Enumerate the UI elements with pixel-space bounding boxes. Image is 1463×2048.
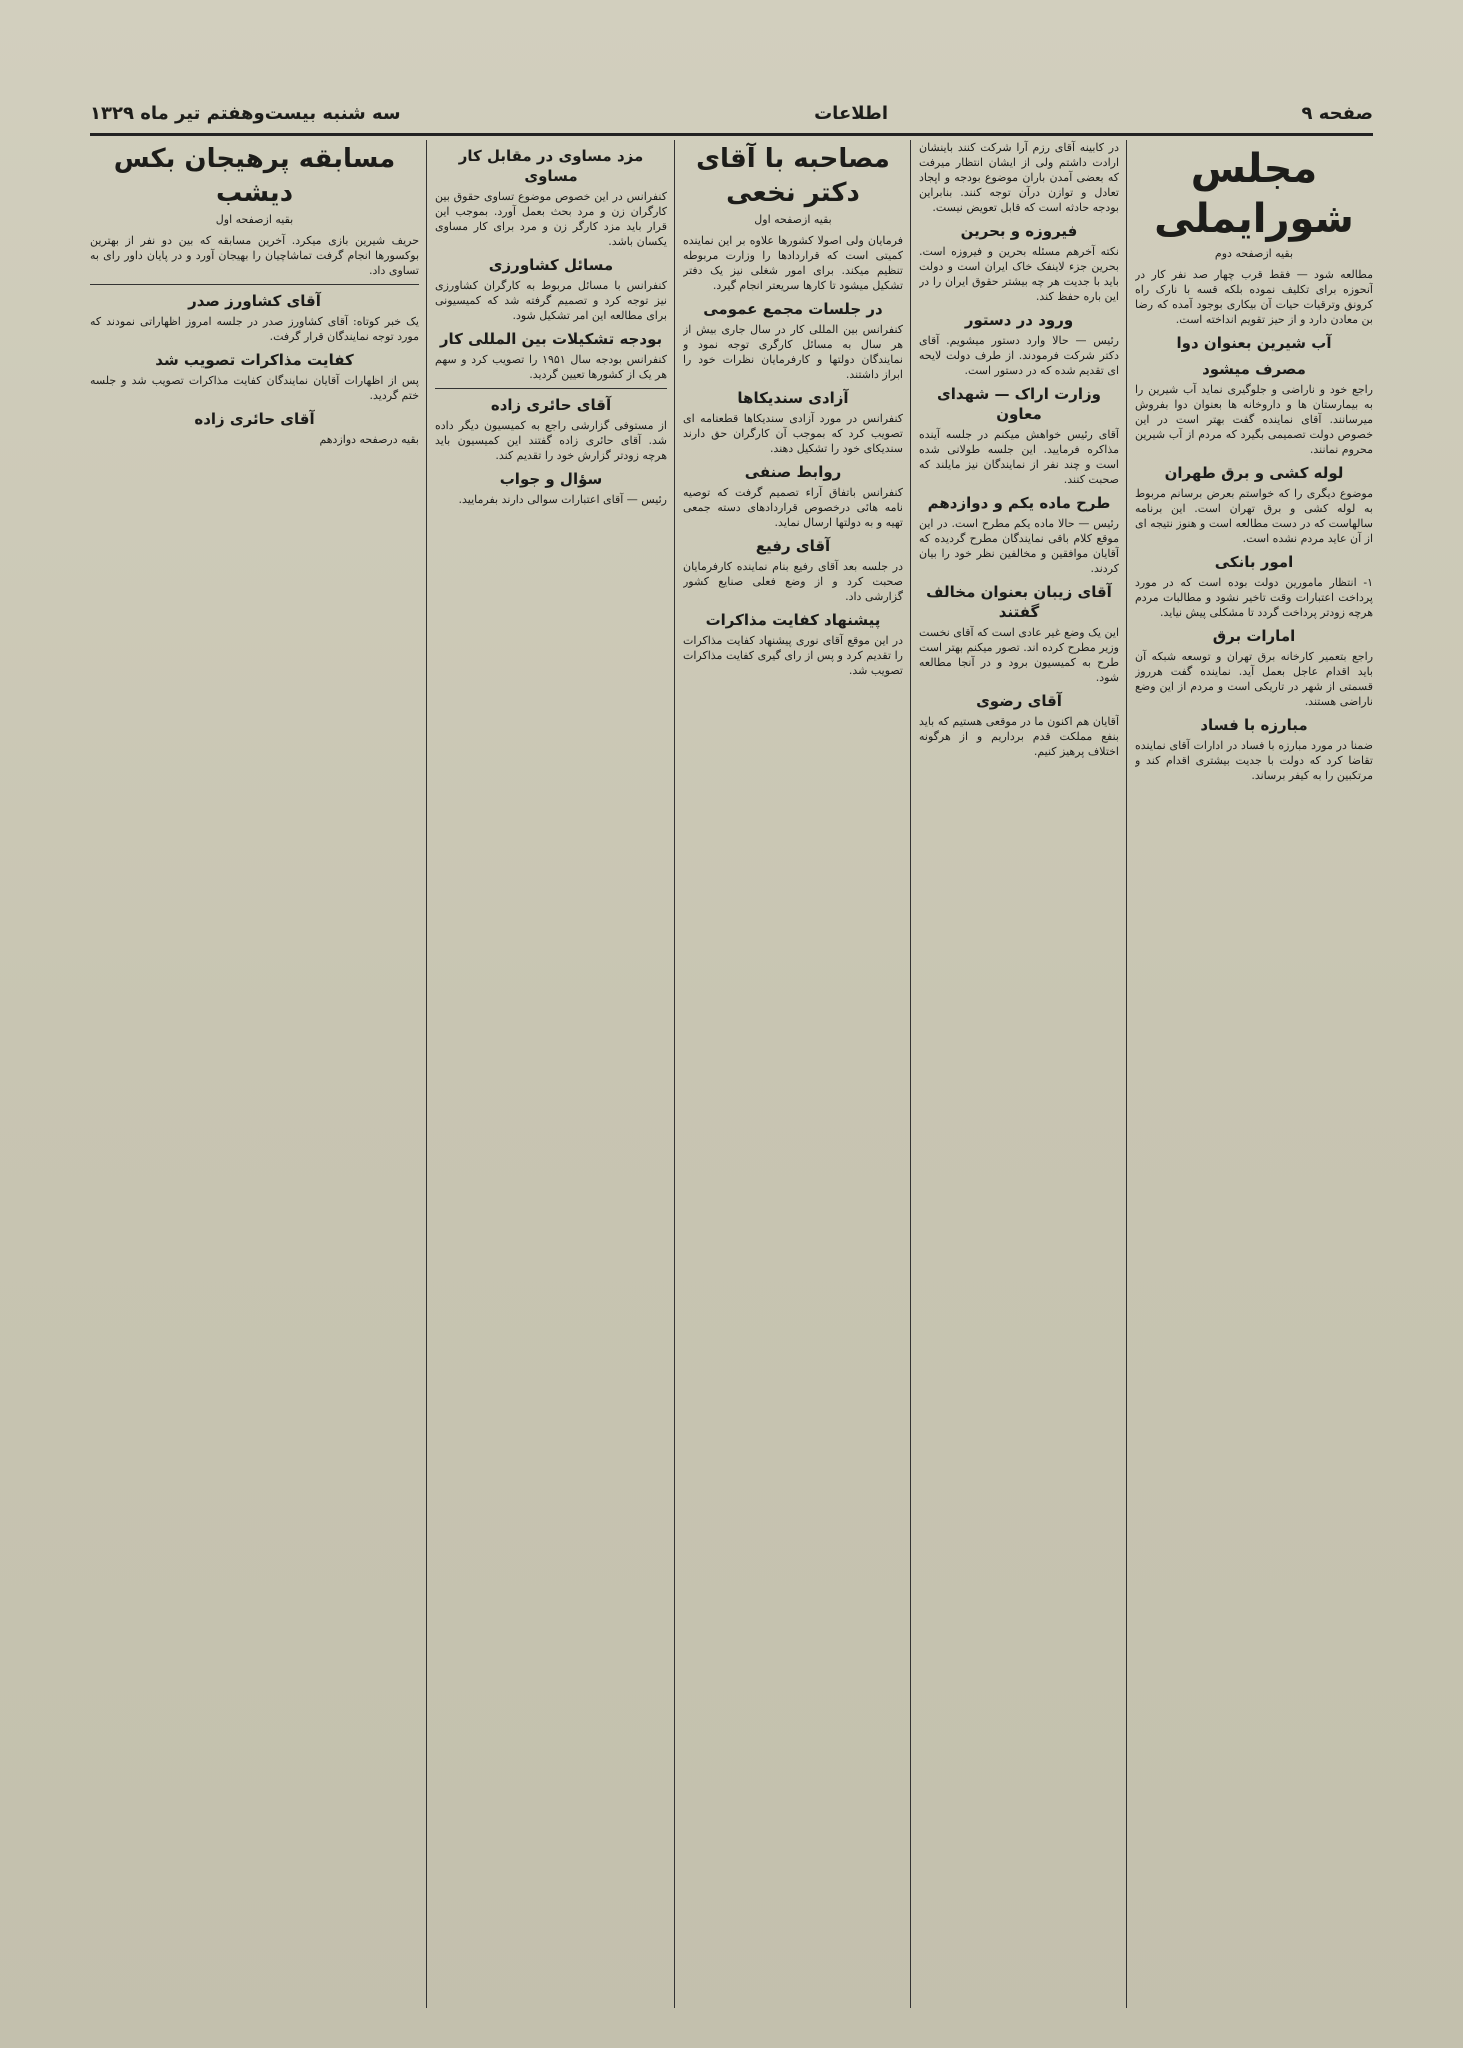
article-paragraph: فرمایان ولی اصولا کشورها علاوه بر این نماینده کمیتی است که قراردادها را وزارت مربوطه تنظیم میکند. برای امور شغلی نیز یک دفتر تشکیل میشود تا کارها سریعتر انجام گیرد. (683, 234, 903, 292)
date-line: سه شنبه بیست‌وهفتم تیر ماه ۱۳۲۹ (90, 102, 401, 124)
columns (90, 140, 1373, 2008)
column-majlis-cont (919, 140, 1119, 2008)
article-paragraph: در این موقع آقای نوری پیشنهاد کفایت مذاکرات را تقدیم کرد و پس از رای گیری کفایت مذاکرات تصویب شد. (683, 634, 903, 677)
subhead-corruption: مبارزه با فساد (1200, 716, 1308, 734)
article-paragraph: ۱- انتظار مامورین دولت بوده است که در مورد پرداخت اعتبارات وقت تاخیر نشود و مطالبات مردم هرچه زودتر پرداخت گردد تا مشکلی پیش نیاید. (1135, 576, 1373, 619)
subhead-haerizadeh-2: آقای حائری زاده (194, 410, 315, 428)
paper-name: اطلاعات (814, 102, 889, 124)
subhead-water-2: مصرف میشود (1202, 360, 1306, 378)
article-paragraph: مطالعه شود — فقط قرب چهار صد نفر کار در آنحوزه برای تکلیف نموده بلکه قسه با نارک راه کرونق وترقیات حیات آن بیکاری بوجود آمده که رضا بن معادن دارد و از حیز تقویم انداخته است. (1135, 268, 1373, 326)
section-rule (435, 388, 667, 389)
column-interview (683, 140, 903, 2008)
column-boxing (90, 140, 419, 2008)
continued-note: بقیه درصفحه دوازدهم (319, 433, 419, 446)
article-paragraph: از مستوفی گزارشی راجع به کمیسیون دیگر داده شد. آقای حائری زاده گفتند این کمیسیون باید هرچه زودتر گزارش خود را تقدیم کند. (435, 419, 667, 462)
subhead-relations: روابط صنفی (744, 463, 842, 481)
subhead-qa: سؤال و جواب (499, 470, 603, 488)
subhead-sufficiency: پیشنهاد کفایت مذاکرات (705, 611, 881, 629)
column-rule (674, 140, 675, 2008)
article-paragraph: پس از اظهارات آقایان نمایندگان کفایت مذاکرات تصویب شد و جلسه ختم گردید. (90, 374, 419, 402)
article-paragraph: یک خبر کوتاه: آقای کشاورز صدر در جلسه امروز اظهاراتی نمودند که مورد توجه نمایندگان قرار گرفت. (90, 315, 419, 343)
headline-majlis: مجلس شورایملی (1154, 146, 1354, 242)
subhead-opposition: آقای زیبان بعنوان مخالف گفتند (926, 583, 1112, 621)
column-rule (910, 140, 911, 2008)
article-paragraph: راجع بتعمیر کارخانه برق تهران و توسعه شبکه آن باید اقدام عاجل بعمل آید. نماینده گفت هرروز قسمتی از شهر در تاریکی است و مردم از این وضع ناراضی هستند. (1135, 650, 1373, 708)
subhead-rafie: آقای رفیع (755, 537, 831, 555)
subhead-budget: بودجه تشکیلات بین المللی کار (439, 330, 663, 348)
section-rule (90, 284, 419, 285)
subhead-unions: آزادی سندیکاها (737, 389, 849, 407)
subhead-razavi: آقای رضوی (976, 692, 1062, 710)
subhead-power: امارات برق (1212, 627, 1296, 645)
subhead-article: طرح ماده یکم و دوازدهم (927, 494, 1111, 512)
headline-boxing: مسابقه پرهیجان بکس دیشب (113, 144, 396, 208)
column-rule (1126, 140, 1127, 2008)
subhead-haerizadeh: آقای حائری زاده (490, 396, 612, 414)
article-paragraph: در کابینه آقای رزم آرا شرکت کنند باینشان ارادت داشتم ولی از ایشان انتظار میرفت که بعضی آمدن باران موضوع بودجه و اپجاد تعادل و توازن درآن توجه کنند. بنابراین بودجه حادثه است که قابل تعویض نیست. (919, 141, 1119, 214)
column-rule (426, 140, 427, 2008)
masthead (90, 96, 1373, 130)
article-paragraph: نکته آخرهم مسئله بحرین و فیروزه است. بحرین جزء لاینفک خاک ایران است و دولت باید با جدیت هر چه بیشتر حقوق ایران را در این باره حفظ کند. (919, 245, 1119, 303)
article-paragraph: آقایان هم اکنون ما در موقعی هستیم که باید بنفع مملکت قدم برداریم و از هرگونه اختلاف پرهیز کنیم. (919, 715, 1119, 758)
article-paragraph: حریف شیرین بازی میکرد. آخرین مسابقه که بین دو نفر از بهترین بوکسورها انجام گرفت تماشاچیان را بهیجان آورد و در پایان داور رای به تساوی داد. (90, 234, 419, 277)
article-paragraph: کنفرانس بودجه سال ۱۹۵۱ را تصویب کرد و سهم هر یک از کشورها تعیین گردید. (435, 353, 667, 381)
column-majlis (1135, 140, 1373, 2008)
subhead-equal-pay: مزد مساوی در مقابل کار مساوی (458, 147, 644, 185)
subhead-keshavarz: آقای کشاورز صدر (188, 292, 321, 310)
continued-note: بقیه ازصفحه دوم (1214, 247, 1294, 260)
subhead-water: آب شیرین بعنوان دوا (1176, 334, 1332, 352)
continued-note: بقیه ازصفحه اول (215, 213, 294, 226)
article-paragraph: این یک وضع غیر عادی است که آقای نخست وزیر مطرح کرده اند. تصور میکنم بهتر است طرح به کمیسیون برود و در آنجا مطالعه شود. (919, 626, 1119, 684)
page-number: صفحه ۹ (1301, 102, 1373, 124)
article-paragraph: کنفرانس با مسائل مربوط به کارگران کشاورزی نیز توجه کرد و تصمیم گرفته شد که کمیسیونی برای مطالعه این امر تشکیل شود. (435, 279, 667, 322)
article-paragraph: کنفرانس در مورد آزادی سندیکاها قطعنامه ای تصویب کرد که بموجب آن کارگران حق دارند سندیکای خود را تشکیل دهند. (683, 412, 903, 455)
article-paragraph: ضمنا در مورد مبارزه با فساد در ادارات آقای نماینده تقاضا کرد که دولت با جدیت بیشتری اقدام کند و مرتکبین را به کیفر برساند. (1135, 739, 1373, 782)
subhead-agenda: ورود در دستور (964, 311, 1074, 329)
article-paragraph: رئیس — حالا وارد دستور میشویم. آقای دکتر شرکت فرمودند. از طرف دولت لایحه ای تقدیم شده که در دستور است. (919, 334, 1119, 377)
article-paragraph: رئیس — حالا ماده یکم مطرح است. در این موقع کلام باقی نمایندگان مطرح گردیده که آقایان موافقین و مخالفین نظر خود را بیان کردند. (919, 517, 1119, 575)
top-rule (90, 133, 1373, 136)
article-paragraph: موضوع دیگری را که خواستم بعرض برسانم مربوط به لوله کشی و برق تهران است. این برنامه سالهاست که در دست مطالعه است و هنوز نتیجه ای از آن عاید مردم نشده است. (1135, 487, 1373, 545)
article-paragraph: کنفرانس بین المللی کار در سال جاری بیش از هر سال به مسائل کارگری توجه نمود و نمایندگان دولتها و کارفرمایان نظرات خود را ابراز داشتند. (683, 323, 903, 381)
article-paragraph: راجع خود و ناراضی و جلوگیری نماید آب شیرین را به بیمارستان ها و داروخانه ها بعنوان دوا بفروش میرسانند. آقای نماینده گفت بهتر است در این خصوص دولت تصمیمی بگیرد که مردم از آب شیرین محروم نمانند. (1135, 383, 1373, 456)
article-paragraph: رئیس — آقای اعتبارات سوالی دارند بفرمایید. (458, 493, 667, 506)
column-interview-cont (435, 140, 667, 2008)
continued-note: بقیه ازصفحه اول (754, 213, 832, 226)
subhead-agriculture: مسائل کشاورزی (488, 256, 614, 274)
headline-interview: مصاحبه با آقای دکتر نخعی (696, 144, 890, 208)
article-paragraph: در جلسه بعد آقای رفیع بنام نماینده کارفرمایان صحبت کرد و از وضع فعلی صنایع کشور گزارشی داد. (683, 560, 903, 603)
subhead-closure: کفایت مذاکرات تصویب شد (155, 351, 354, 369)
subhead-banking: امور بانکی (1214, 553, 1294, 571)
subhead-assembly: در جلسات مجمع عمومی (703, 300, 883, 318)
subhead-ministry: وزارت اراک — شهدای معاون (937, 385, 1101, 423)
article-paragraph: کنفرانس در این خصوص موضوع تساوی حقوق بین کارگران زن و مرد بحث بعمل آورد. بموجب این قرار باید مزد کارگر زن و مرد برای کار مساوی یکسان باشد. (435, 190, 667, 248)
subhead-pipes: لوله کشی و برق طهران (1164, 464, 1344, 482)
article-paragraph: آقای رئیس خواهش میکنم در جلسه آینده مذاکره فرمایید. این جلسه طولانی شده است و چند نفر از نمایندگان نیز مایلند که صحبت کنند. (919, 428, 1119, 486)
article-paragraph: کنفرانس باتفاق آراء تصمیم گرفت که توصیه نامه هائی درخصوص قراردادهای دسته جمعی تهیه و به دولتها ارسال نماید. (683, 486, 903, 529)
subhead-bahrain: فیروزه و بحرین (960, 222, 1078, 240)
